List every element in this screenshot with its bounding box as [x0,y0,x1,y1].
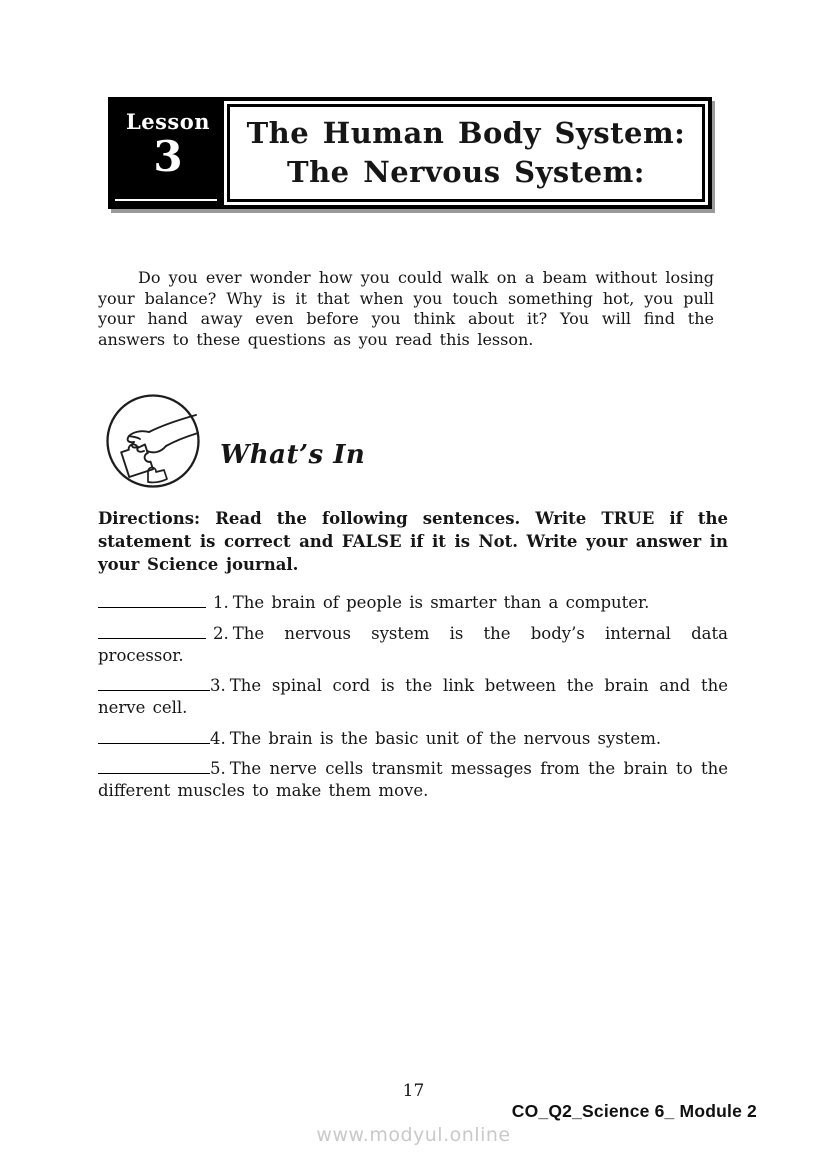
answer-blank [98,729,210,744]
statement-item [98,623,728,667]
lesson-label: Lesson [125,109,211,134]
statement-number: 4. [210,728,226,748]
lesson-title-line2: The Nervous System: [286,155,645,189]
lesson-banner [108,97,712,209]
statement-text: The spinal cord is the link between the brain and the nerve cell. [98,676,728,717]
lesson-title-line1: The Human Body System: [246,116,686,150]
statement-item [98,675,728,719]
whats-in-heading: What’s In [220,440,366,470]
module-code: CO_Q2_Science 6_ Module 2 [511,1101,757,1121]
answer-blank [98,759,210,774]
statements-list [98,592,728,811]
lesson-number-box [112,101,224,205]
answer-blank [98,624,206,639]
answer-blank [98,676,210,691]
statement-number: 1. [213,593,229,612]
intro-paragraph: Do you ever wonder how you could walk on a beam without losing your balance? Why is it that when you touch something hot, you pull your hand away even before you think about it? You will find the answers to these questions as you read this lesson. [98,268,714,349]
directions-text: Directions: Read the following sentences. Write TRUE if the statement is correct and FALSE if it is Not. Write your answer in your Science journal. [98,509,728,574]
hand-puzzle-icon [103,391,203,491]
statement-number: 3. [210,676,226,695]
page-number: 17 [402,1081,425,1101]
lesson-number: 3 [153,132,183,181]
statement-text: The nerve cells transmit messages from the brain to the different muscles to make them move. [98,759,728,800]
statement-text: The nervous system is the body’s internal data processor. [98,623,728,665]
answer-blank [98,593,206,608]
statement-number: 5. [210,759,226,778]
statement-item [98,592,728,614]
statement-text: The brain is the basic unit of the nervous system. [229,728,662,748]
statement-number: 2. [213,623,229,643]
watermark-url: www.modyul.online [316,1124,511,1146]
statement-text: The brain of people is smarter than a computer. [232,593,650,612]
lesson-title-box [227,104,705,202]
statement-item [98,758,728,802]
statement-item [98,728,728,750]
